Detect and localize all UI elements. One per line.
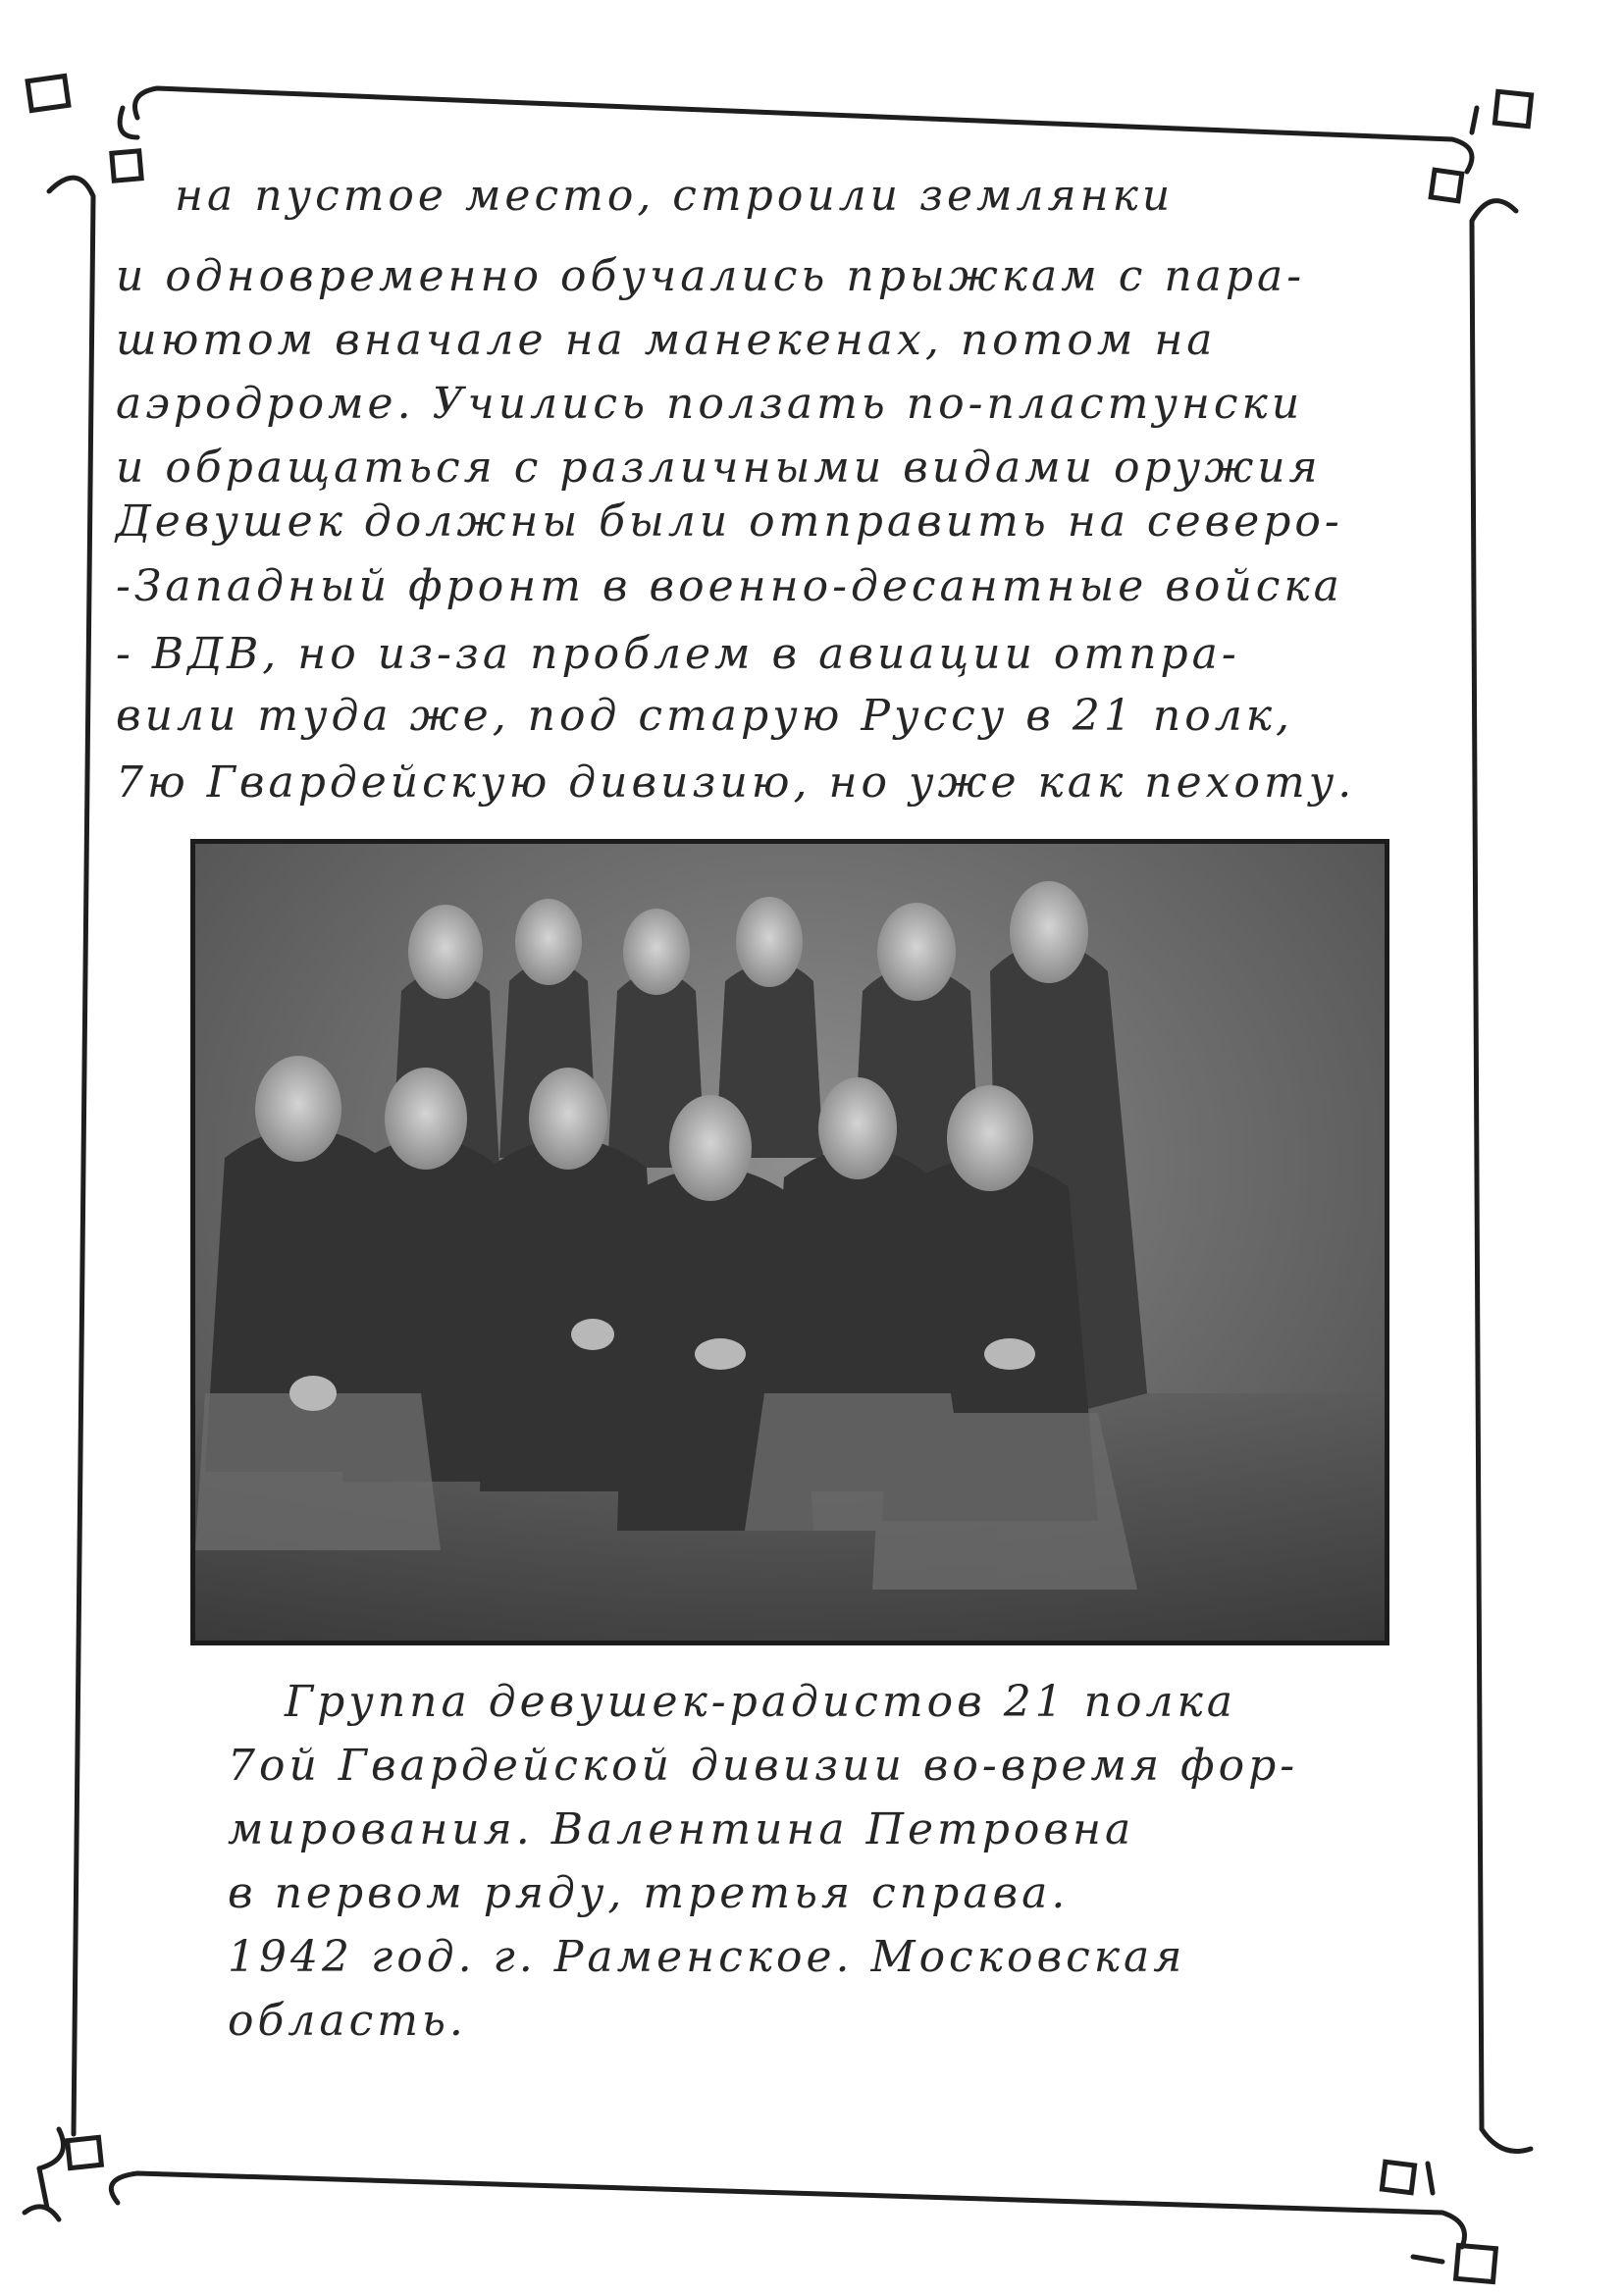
photo-caption-line: мирования. Валентина Петровна	[228, 1804, 1135, 1854]
text-line: Девушек должны были отправить на северо-	[116, 496, 1343, 547]
text-line: 7ю Гвардейскую дивизию, но уже как пехоту.	[116, 757, 1356, 808]
text-line: и обращаться с различными видами оружия	[116, 443, 1322, 493]
text-line: аэродроме. Учились ползать по-пластунски	[116, 379, 1304, 429]
photo-caption-line: 1942 год. г. Раменское. Московская	[228, 1932, 1186, 1982]
photo-caption-line: область.	[228, 1996, 467, 2046]
photo-caption-line: 7ой Гвардейской дивизии во-время фор-	[228, 1741, 1299, 1791]
group-photo-illustration	[195, 844, 1385, 1641]
text-line: шютом вначале на манекенах, потом на	[116, 315, 1217, 365]
photo-caption-line: Группа девушек-радистов 21 полка	[285, 1677, 1237, 1727]
photo-caption-line: в первом ряду, третья справа.	[228, 1868, 1070, 1918]
group-photo	[190, 839, 1389, 1645]
text-line: и одновременно обучались прыжкам с пара-	[116, 251, 1306, 301]
text-line: - ВДВ, но из-за проблем в авиации отпра-	[116, 629, 1240, 679]
text-line: -Западный фронт в военно-десантные войска	[116, 561, 1343, 611]
text-line: вили туда же, под старую Руссу в 21 полк,	[116, 691, 1293, 741]
text-line: на пустое место, строили землянки	[175, 171, 1175, 221]
